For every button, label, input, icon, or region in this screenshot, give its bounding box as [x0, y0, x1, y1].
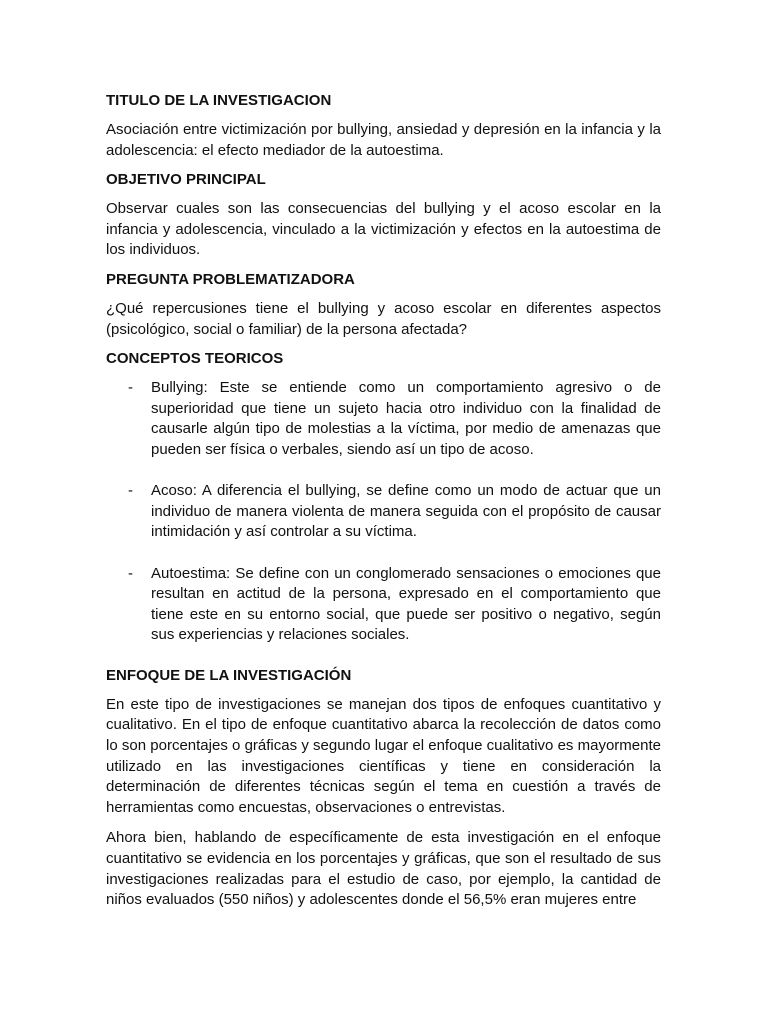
- list-item: [106, 481, 661, 543]
- section-objetivo: [106, 170, 661, 261]
- bullet-dash: -: [128, 482, 133, 500]
- bullet-dash: -: [128, 564, 133, 582]
- section-titulo: [106, 91, 661, 161]
- list-item: [106, 378, 661, 460]
- concepts-list: [106, 378, 661, 646]
- list-item-text: Acoso: A diferencia el bullying, se define como un modo de actuar que un individuo de manera violenta de manera seguida con el propósito de causar intimidación y así controlar a su víctima.: [151, 482, 661, 541]
- paragraph-pregunta: ¿Qué repercusiones tiene el bullying y acoso escolar en diferentes aspectos (psicológico, social o familiar) de la persona afectada?: [106, 299, 661, 338]
- list-item: [106, 564, 661, 646]
- section-conceptos: [106, 349, 661, 646]
- paragraph-enfoque-1: En este tipo de investigaciones se manejan dos tipos de enfoques cuantitativo y cualitativo. En el tipo de enfoque cuantitativo abarca la recolección de datos como lo son porcentajes o gráficas y segundo lugar el enfoque cualitativo es mayormente utilizado en las investigaciones científicas y tiene en consideración la determinación de diferentes técnicas según el tema en cuestión a través de herramientas como encuestas, observaciones o entrevistas.: [106, 695, 661, 816]
- document-body: [106, 91, 661, 911]
- paragraph-titulo: Asociación entre victimización por bullying, ansiedad y depresión en la infancia y la adolescencia: el efecto mediador de la autoestima.: [106, 121, 661, 159]
- bullet-dash: -: [128, 379, 133, 397]
- list-item-text: Autoestima: Se define con un conglomerado sensaciones o emociones que resultan en actitud de la persona, expresado en el comportamiento que tiene este en su entorno social, que puede ser positivo o negativo, según sus experiencias y relaciones sociales.: [151, 564, 661, 644]
- heading-pregunta: PREGUNTA PROBLEMATIZADORA: [106, 270, 355, 288]
- heading-enfoque: ENFOQUE DE LA INVESTIGACIÓN: [106, 666, 352, 684]
- paragraph-enfoque-2: Ahora bien, hablando de específicamente de esta investigación en el enfoque cuantitativo se evidencia en los porcentajes y gráficas, que son el resultado de sus investigaciones realizadas para el estudio de caso, por ejemplo, la cantidad de niños evaluados (550 niños) y adolescentes donde el 56,5% eran mujeres entre: [106, 829, 661, 909]
- section-enfoque: [106, 666, 661, 911]
- heading-objetivo: OBJETIVO PRINCIPAL: [106, 171, 266, 189]
- heading-conceptos: CONCEPTOS TEORICOS: [106, 350, 284, 368]
- paragraph-objetivo: Observar cuales son las consecuencias del bullying y el acoso escolar en la infancia y adolescencia, vinculado a la victimización y efectos en la autoestima de los individuos.: [106, 200, 661, 259]
- list-item-text: Bullying: Este se entiende como un comportamiento agresivo o de superioridad que tiene un sujeto hacia otro individuo con la finalidad de causarle algún tipo de molestias a la víctima, por medio de amenazas que pueden ser física o verbales, siendo así un tipo de acoso.: [151, 379, 661, 458]
- heading-titulo: TITULO DE LA INVESTIGACION: [106, 92, 332, 109]
- section-pregunta: [106, 270, 661, 340]
